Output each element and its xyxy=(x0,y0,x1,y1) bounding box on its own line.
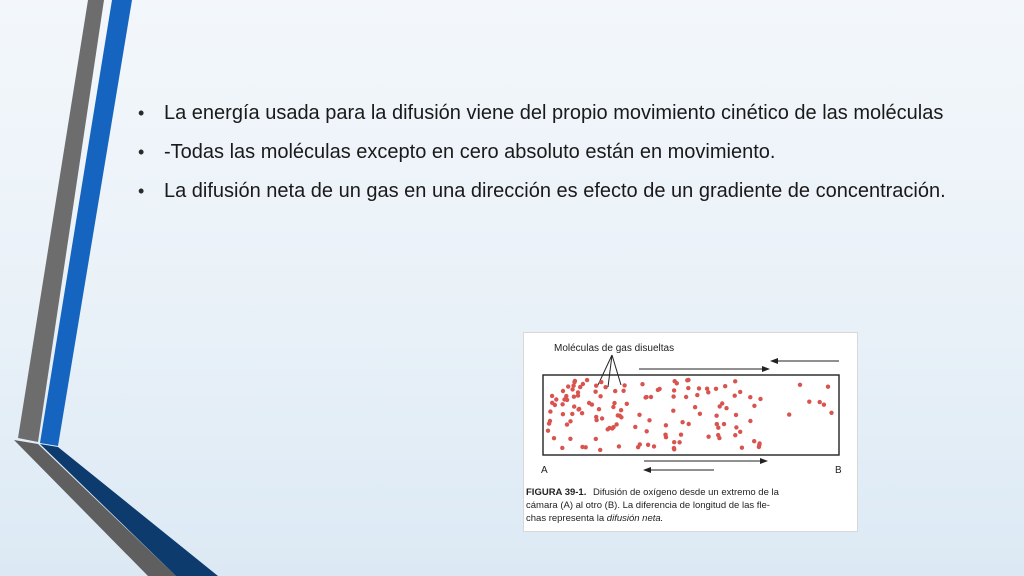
gas-molecule-dot xyxy=(738,430,742,434)
pointer-line xyxy=(612,355,621,385)
gas-molecule-dot xyxy=(584,445,588,449)
gas-molecule-dot xyxy=(638,442,642,446)
gas-molecule-dot xyxy=(706,435,710,439)
gas-molecule-dot xyxy=(643,395,647,399)
gas-molecule-dot xyxy=(672,440,676,444)
gas-molecule-dot xyxy=(621,389,625,393)
gas-molecule-dot xyxy=(677,440,681,444)
gas-molecule-dot xyxy=(758,397,762,401)
gas-molecule-dot xyxy=(598,394,602,398)
caption-text-1: Difusión de oxígeno desde un extremo de la xyxy=(593,487,779,498)
gas-molecule-dot xyxy=(578,385,582,389)
bullet-dot-icon: • xyxy=(138,103,145,123)
gas-molecule-dot xyxy=(715,422,719,426)
gas-molecule-dot xyxy=(576,407,580,411)
gas-molecule-dot xyxy=(561,389,565,393)
gas-molecule-dot xyxy=(686,386,690,390)
molecules-label: Moléculas de gas disueltas xyxy=(554,343,675,354)
bullet-text: -Todas las moléculas excepto en cero absoluto están en movimiento. xyxy=(164,141,776,163)
bullet-dot-icon: • xyxy=(138,181,145,201)
gas-molecule-dot xyxy=(568,419,572,423)
gas-molecule-dot xyxy=(613,389,617,393)
gas-molecule-dot xyxy=(723,384,727,388)
gas-molecule-dot xyxy=(748,419,752,423)
gas-molecule-dot xyxy=(570,412,574,416)
gas-molecule-dot xyxy=(738,390,742,394)
gas-molecule-dot xyxy=(652,444,656,448)
gas-molecule-dot xyxy=(612,401,616,405)
gas-molecule-dot xyxy=(724,406,728,410)
gas-molecule-dot xyxy=(550,394,554,398)
gas-molecule-dot xyxy=(548,409,552,413)
gas-molecule-dot xyxy=(757,441,761,445)
gas-molecule-dot xyxy=(687,422,691,426)
caption-emphasis: difusión neta. xyxy=(606,513,664,524)
gas-molecule-dot xyxy=(752,439,756,443)
gas-molecule-dot xyxy=(673,379,677,383)
gas-molecule-dot xyxy=(733,394,737,398)
gas-molecule-dot xyxy=(565,422,569,426)
gas-molecule-dot xyxy=(829,411,833,415)
gas-molecule-dot xyxy=(826,385,830,389)
label-a: A xyxy=(541,465,548,476)
gas-molecule-dot xyxy=(550,401,554,405)
arrow-head-left xyxy=(643,467,651,473)
gas-molecule-dot xyxy=(625,402,629,406)
arrow-head-left xyxy=(770,358,778,364)
gas-molecule-dot xyxy=(684,395,688,399)
diffusion-figure xyxy=(523,332,858,532)
gas-molecule-dot xyxy=(748,395,752,399)
gas-molecule-dot xyxy=(697,386,701,390)
gas-molecule-dot xyxy=(617,444,621,448)
gas-molecule-dot xyxy=(645,429,649,433)
gas-molecule-dot xyxy=(695,393,699,397)
gas-molecule-dot xyxy=(714,387,718,391)
gas-molecule-dot xyxy=(568,437,572,441)
gas-molecule-dot xyxy=(705,387,709,391)
gas-molecule-dot xyxy=(622,383,626,387)
gas-molecule-dot xyxy=(733,433,737,437)
gas-molecule-dot xyxy=(664,423,668,427)
gas-molecule-dot xyxy=(633,425,637,429)
gas-molecule-dot xyxy=(740,446,744,450)
gas-molecule-dot xyxy=(576,390,580,394)
gas-molecule-dot xyxy=(640,382,644,386)
bullet-list xyxy=(138,100,958,217)
gas-molecule-dot xyxy=(606,427,610,431)
gas-molecule-dot xyxy=(818,400,822,404)
gas-molecule-dot xyxy=(593,390,597,394)
gas-molecule-dot xyxy=(672,388,676,392)
gas-molecule-dot xyxy=(822,403,826,407)
gas-molecules xyxy=(546,378,834,452)
gas-molecule-dot xyxy=(714,414,718,418)
gas-molecule-dot xyxy=(554,397,558,401)
bullet-dot-icon: • xyxy=(138,142,145,162)
gas-molecule-dot xyxy=(787,412,791,416)
gas-molecule-dot xyxy=(560,402,564,406)
gas-molecule-dot xyxy=(807,400,811,404)
gas-molecule-dot xyxy=(600,416,604,420)
gas-molecule-dot xyxy=(566,384,570,388)
gas-molecule-dot xyxy=(546,429,550,433)
bullet-text: La difusión neta de un gas en una dirección es efecto de un gradiente de concentración. xyxy=(164,180,946,202)
bullet-item xyxy=(138,178,958,205)
chamber xyxy=(543,375,839,455)
gas-molecule-dot xyxy=(649,395,653,399)
caption-line-2: cámara (A) al otro (B). La diferencia de longitud de las fle- xyxy=(526,500,770,511)
gas-molecule-dot xyxy=(671,409,675,413)
gas-molecule-dot xyxy=(720,401,724,405)
gas-molecule-dot xyxy=(585,378,589,382)
gas-molecule-dot xyxy=(594,384,598,388)
gas-molecule-dot xyxy=(664,435,668,439)
gas-molecule-dot xyxy=(716,433,720,437)
bullet-item xyxy=(138,100,958,127)
gas-molecule-dot xyxy=(603,385,607,389)
gas-molecule-dot xyxy=(646,443,650,447)
gas-molecule-dot xyxy=(570,387,574,391)
gas-molecule-dot xyxy=(619,408,623,412)
bullet-text: La energía usada para la difusión viene del propio movimiento cinético de las moléculas xyxy=(164,102,944,124)
diffusion-diagram xyxy=(524,333,857,531)
gas-molecule-dot xyxy=(599,380,603,384)
gas-molecule-dot xyxy=(685,378,689,382)
gas-molecule-dot xyxy=(733,379,737,383)
gas-molecule-dot xyxy=(594,418,598,422)
gas-molecule-dot xyxy=(637,413,641,417)
gas-molecule-dot xyxy=(679,433,683,437)
gas-molecule-dot xyxy=(611,425,615,429)
gas-molecule-dot xyxy=(572,380,576,384)
bullet-item xyxy=(138,139,958,166)
gas-molecule-dot xyxy=(671,394,675,398)
label-b: B xyxy=(835,465,842,476)
gas-molecule-dot xyxy=(598,448,602,452)
gas-molecule-dot xyxy=(547,421,551,425)
caption-text-3: chas representa la xyxy=(526,513,607,524)
gas-molecule-dot xyxy=(597,407,601,411)
gas-molecule-dot xyxy=(656,388,660,392)
gas-molecule-dot xyxy=(672,446,676,450)
gas-molecule-dot xyxy=(619,415,623,419)
gas-molecule-dot xyxy=(722,422,726,426)
arrow-head-right xyxy=(760,458,768,464)
gas-molecule-dot xyxy=(798,383,802,387)
gas-molecule-dot xyxy=(572,395,576,399)
arrow-head-right xyxy=(762,366,770,372)
gas-molecule-dot xyxy=(580,411,584,415)
gas-molecule-dot xyxy=(693,405,697,409)
gas-molecule-dot xyxy=(647,418,651,422)
gas-molecule-dot xyxy=(587,401,591,405)
gray-lower-stripe xyxy=(14,440,176,576)
gas-molecule-dot xyxy=(560,446,564,450)
gas-molecule-dot xyxy=(734,425,738,429)
caption-line-3 xyxy=(526,513,663,524)
gas-molecule-dot xyxy=(561,412,565,416)
gas-molecule-dot xyxy=(734,413,738,417)
gas-molecule-dot xyxy=(552,436,556,440)
gas-molecule-dot xyxy=(594,437,598,441)
gas-molecule-dot xyxy=(572,404,576,408)
gas-molecule-dot xyxy=(680,420,684,424)
caption-bold: FIGURA 39-1. xyxy=(526,487,587,498)
gas-molecule-dot xyxy=(562,397,566,401)
gas-molecule-dot xyxy=(698,412,702,416)
gas-molecule-dot xyxy=(752,404,756,408)
caption-line-1 xyxy=(526,487,780,498)
gas-molecule-dot xyxy=(611,405,615,409)
